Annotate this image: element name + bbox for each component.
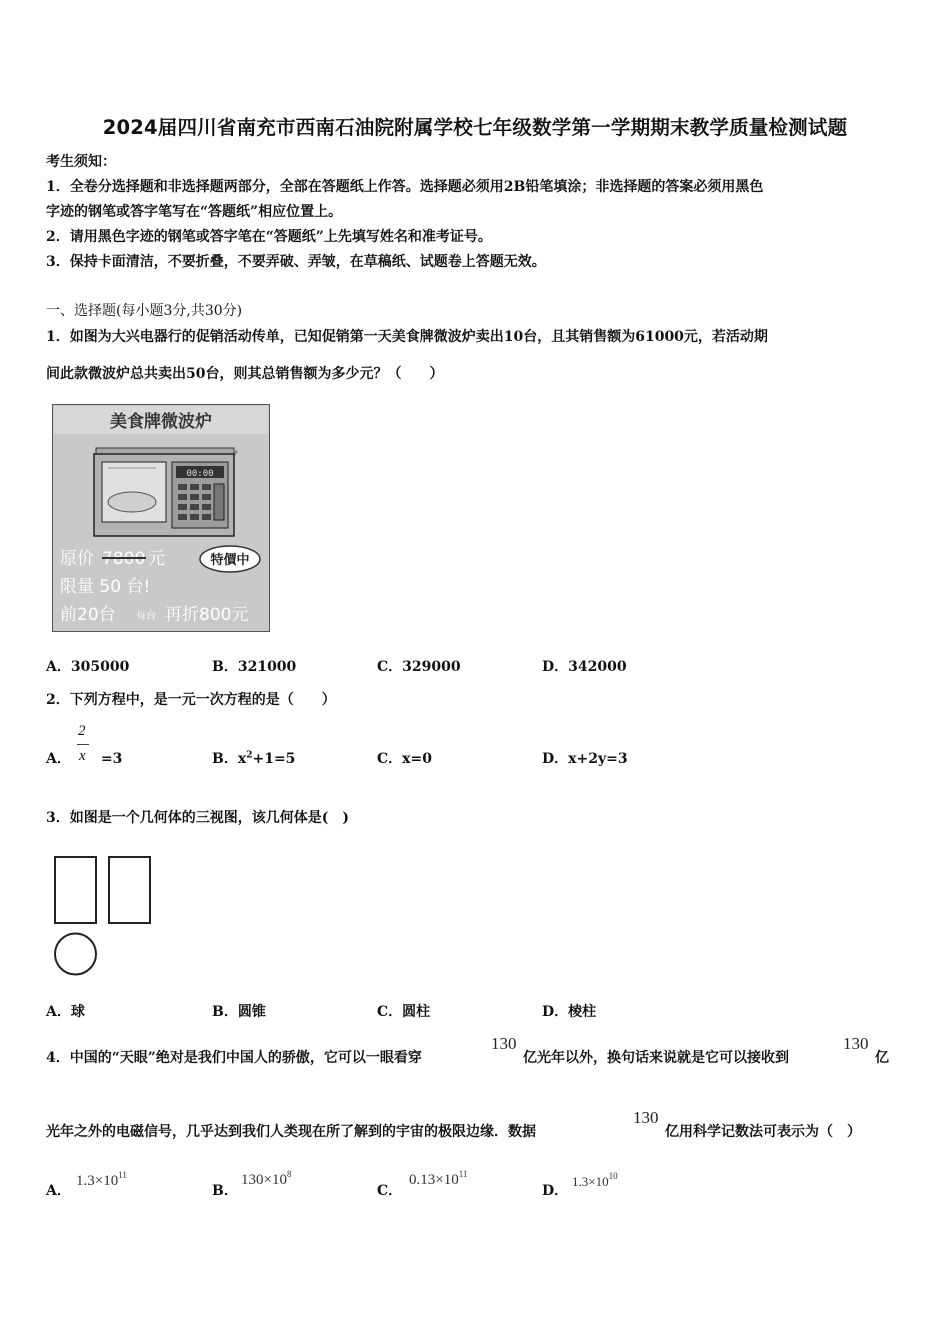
q4-stem-part4: 光年之外的电磁信号，几乎达到我们人类现在所了解到的宇宙的极限边缘．数据 — [46, 1124, 536, 1140]
poster-deal-right: 再折800元 — [165, 605, 249, 625]
q2-option-d[interactable]: D．x+2y=3 — [542, 751, 628, 767]
fraction-bar — [77, 744, 89, 745]
q4-options — [46, 1169, 906, 1204]
q4-number-c: 130 — [633, 1108, 659, 1127]
q4-option-a-value: $1.3\times 10^{11}$ — [76, 1170, 127, 1189]
q1-stem-line2: 间此款微波炉总共卖出50台，则其总销售额为多少元？（ ） — [46, 366, 444, 382]
q4-option-c[interactable]: C． — [377, 1183, 403, 1199]
q1-option-b[interactable]: B．321000 — [212, 659, 297, 675]
q2-option-b[interactable]: B．$x^2+1=5$ — [212, 750, 296, 767]
q1-options — [46, 656, 906, 680]
q4-option-c-value: $0.13\times 10^{11}$ — [409, 1169, 468, 1188]
front-view-rect — [55, 857, 96, 923]
q1-stem-line1: 1．如图为大兴电器行的促销活动传单，已知促销第一天美食牌微波炉卖出10台，且其销售额为61000元，若活动期 — [46, 329, 768, 345]
q1-option-d[interactable]: D．342000 — [542, 659, 627, 675]
notice-item-2: 2．请用黑色字迹的钢笔或答字笔在“答题纸”上先填写姓名和准考证号。 — [46, 229, 492, 245]
q4-option-b-value: $130\times 10^8$ — [241, 1169, 292, 1188]
page-title: 2024届四川省南充市西南石油院附属学校七年级数学第一学期期末教学质量检测试题 — [102, 116, 848, 139]
q3-option-c[interactable]: C．圆柱 — [377, 1004, 431, 1020]
q4-option-d-value: $1.3\times 10^{10}$ — [572, 1171, 618, 1189]
q3-options — [46, 1001, 906, 1025]
poster-brand: 美食牌微波炉 — [110, 412, 212, 432]
q4-option-d[interactable]: D． — [542, 1183, 569, 1199]
sale-badge-text: 特價中 — [210, 553, 250, 568]
q2-option-a[interactable]: A． =3 — [46, 751, 123, 767]
q4-stem-part5: 亿用科学记数法可表示为（ ） — [665, 1124, 861, 1140]
q4-option-a[interactable]: A． — [46, 1183, 71, 1199]
poster-price-label: 原价 — [60, 549, 94, 569]
top-view-circle — [55, 934, 96, 975]
q4-option-b[interactable]: B． — [212, 1183, 238, 1199]
q2-stem: 2．下列方程中，是一元一次方程的是（ ） — [46, 692, 336, 708]
q4-number-b: 130 — [843, 1034, 869, 1053]
q1-option-a[interactable]: A．305000 — [46, 659, 130, 675]
q1-option-c[interactable]: C．329000 — [377, 659, 461, 675]
poster-deal-left: 前20台 — [60, 605, 116, 625]
q3-option-b[interactable]: B．圆锥 — [212, 1004, 266, 1020]
three-view-drawing — [52, 854, 156, 978]
poster-price-unit: 元 — [148, 549, 165, 569]
notice-item-1-cont: 字迹的钢笔或答字笔写在“答题纸”相应位置上。 — [46, 204, 343, 220]
q4-number-a: 130 — [491, 1034, 517, 1053]
notice-item-3: 3．保持卡面清洁，不要折叠，不要弄破、弄皱，在草稿纸、试题卷上答题无效。 — [46, 254, 546, 270]
poster-limit: 限量 50 台! — [60, 577, 151, 597]
q2-option-c[interactable]: C．x=0 — [377, 751, 432, 767]
q4-stem-part1: 4．中国的“天眼”绝对是我们中国人的骄傲，它可以一眼看穿 — [46, 1050, 422, 1066]
q4-stem-part2: 亿光年以外，换句话来说就是它可以接收到 — [523, 1050, 789, 1066]
q2-options — [46, 723, 906, 772]
notice-item-1: 1．全卷分选择题和非选择题两部分，全部在答题纸上作答。选择题必须用2B铅笔填涂；非选择题的答案必须用黑色 — [46, 179, 764, 195]
fraction-numerator: 2 — [78, 723, 86, 739]
notice-heading: 考生须知： — [46, 154, 116, 170]
q3-option-a[interactable]: A．球 — [46, 1004, 85, 1020]
side-view-rect — [109, 857, 150, 923]
q3-stem: 3．如图是一个几何体的三视图，该几何体是( ) — [46, 810, 349, 826]
q4-stem-part3: 亿 — [875, 1050, 889, 1066]
poster-deal-mid: 每台 — [136, 611, 156, 622]
section-heading: 一、选择题(每小题3分,共30分) — [46, 303, 243, 319]
fraction-denominator: x — [79, 748, 86, 764]
microwave-promo-poster — [52, 404, 270, 632]
poster-price: 7800 — [102, 549, 146, 569]
microwave-display: 00:00 — [186, 469, 214, 479]
q3-option-d[interactable]: D．棱柱 — [542, 1004, 597, 1020]
